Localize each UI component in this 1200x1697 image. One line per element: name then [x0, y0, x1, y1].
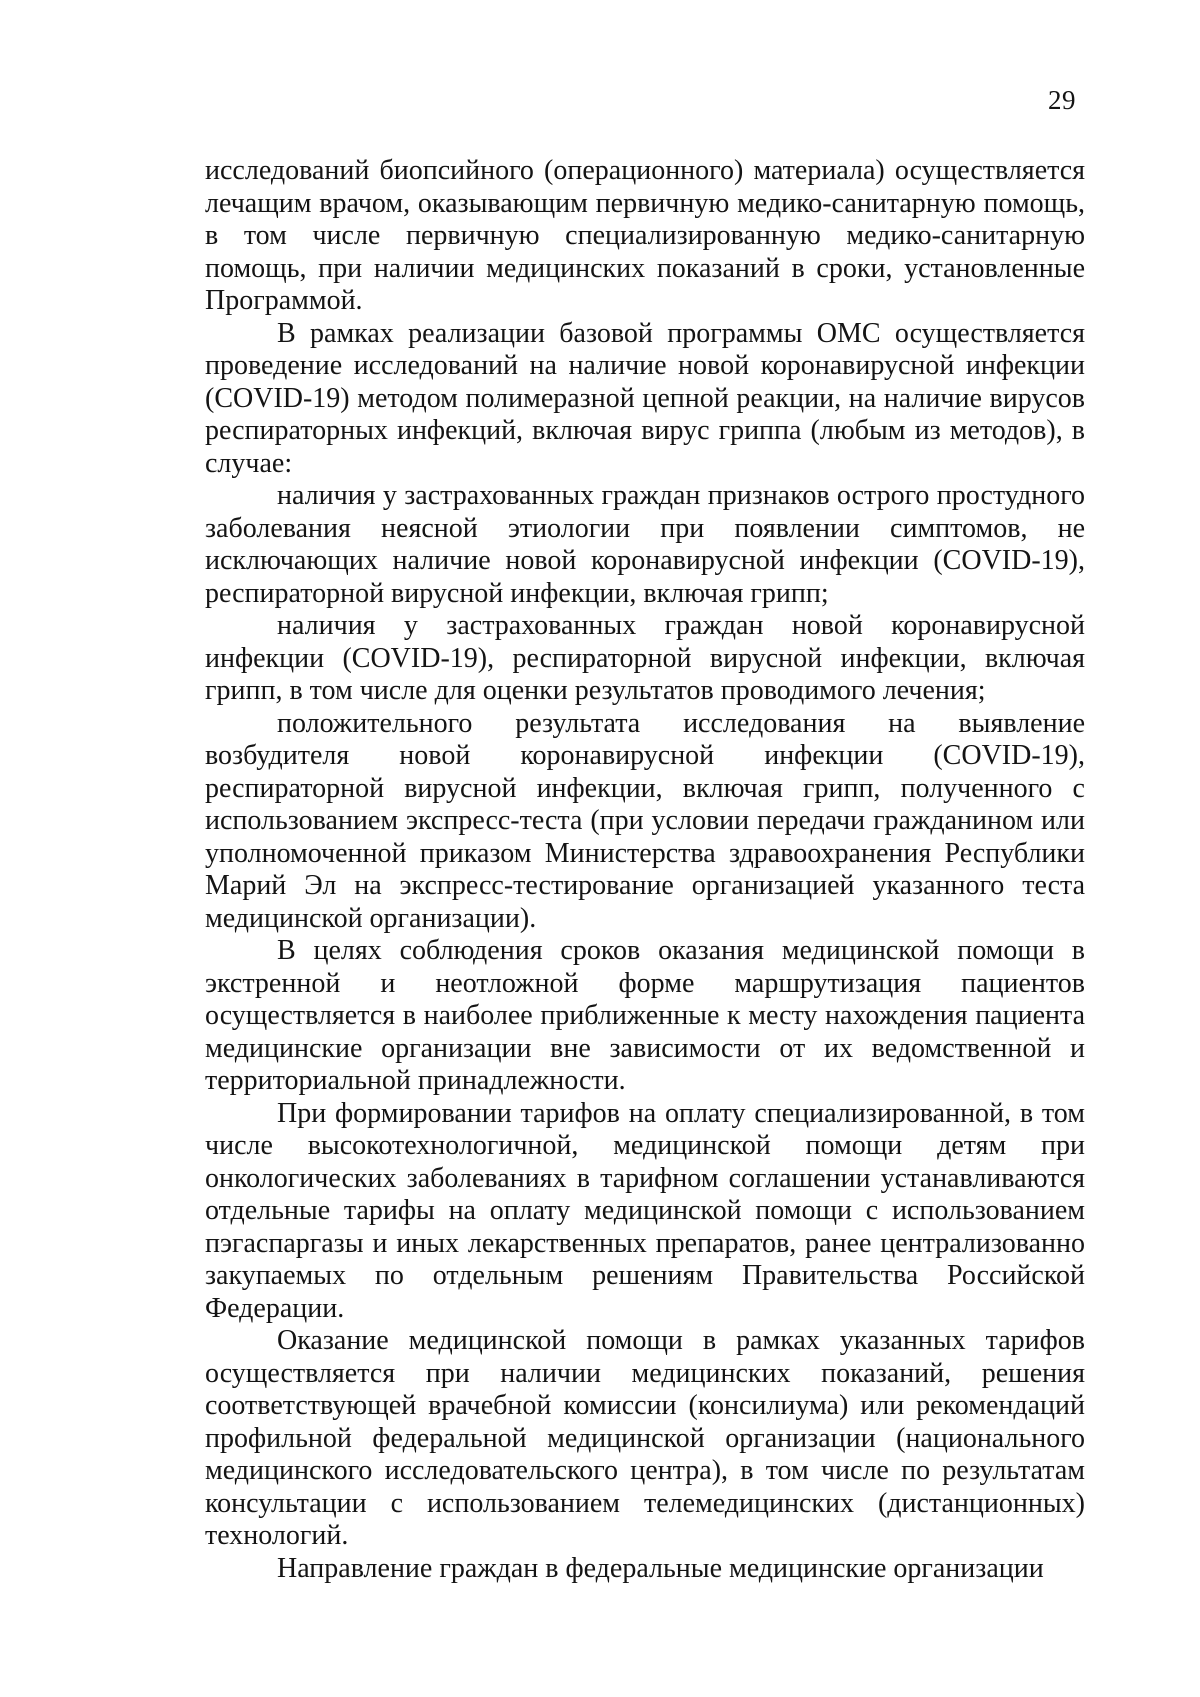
- paragraph-7: При формировании тарифов на оплату специализированной, в том числе высокотехнологичной, медицинской помощи детям при онкологических заболеваниях в тарифном соглашении устанавливаются отдельные тарифы на оплату медицинской помощи с использованием пэгаспаргазы и иных лекарственных препаратов, ранее централизованно закупаемых по отдельным решениям Правительства Российской Федерации.: [205, 1097, 1085, 1324]
- paragraph-3: наличия у застрахованных граждан признаков острого простудного заболевания неясной этиологии при появлении симптомов, не исключающих наличие новой коронавирусной инфекции (COVID-19), респираторной вирусной инфекции, включая грипп;: [205, 480, 1085, 609]
- paragraph-6: В целях соблюдения сроков оказания медицинской помощи в экстренной и неотложной форме маршрутизация пациентов осуществляется в наиболее приближенные к месту нахождения пациента медицинские организации вне зависимости от их ведомственной и территориальной принадлежности.: [205, 935, 1085, 1096]
- paragraph-4: наличия у застрахованных граждан новой коронавирусной инфекции (COVID-19), респираторной вирусной инфекции, включая грипп, в том числе для оценки результатов проводимого лечения;: [205, 610, 1085, 706]
- paragraph-8: Оказание медицинской помощи в рамках указанных тарифов осуществляется при наличии медицинских показаний, решения соответствующей врачебной комиссии (консилиума) или рекомендаций профильной федеральной медицинской организации (национального медицинского исследовательского центра), в том числе по результатам консультации с использованием телемедицинских (дистанционных) технологий.: [205, 1325, 1085, 1551]
- paragraph-1: исследований биопсийного (операционного) материала) осуществляется лечащим врачом, оказывающим первичную медико-санитарную помощь, в том числе первичную специализированную медико-санитарную помощь, при наличии медицинских показаний в сроки, установленные Программой.: [205, 155, 1085, 316]
- document-body: [205, 155, 1085, 1585]
- paragraph-2: В рамках реализации базовой программы ОМС осуществляется проведение исследований на наличие новой коронавирусной инфекции (COVID-19) методом полимеразной цепной реакции, на наличие вирусов респираторных инфекций, включая вирус гриппа (любым из методов), в случае:: [205, 317, 1085, 479]
- paragraph-9: Направление граждан в федеральные медицинские организации: [277, 1552, 1044, 1584]
- paragraph-5: положительного результата исследования на выявление возбудителя новой коронавирусной инфекции (COVID-19), респираторной вирусной инфекции, включая грипп, полученного с использованием экспресс-теста (при условии передачи гражданином или уполномоченной приказом Министерства здравоохранения Республики Марий Эл на экспресс-тестирование организацией указанного теста медицинской организации).: [205, 707, 1085, 934]
- page-number: 29: [1048, 85, 1076, 115]
